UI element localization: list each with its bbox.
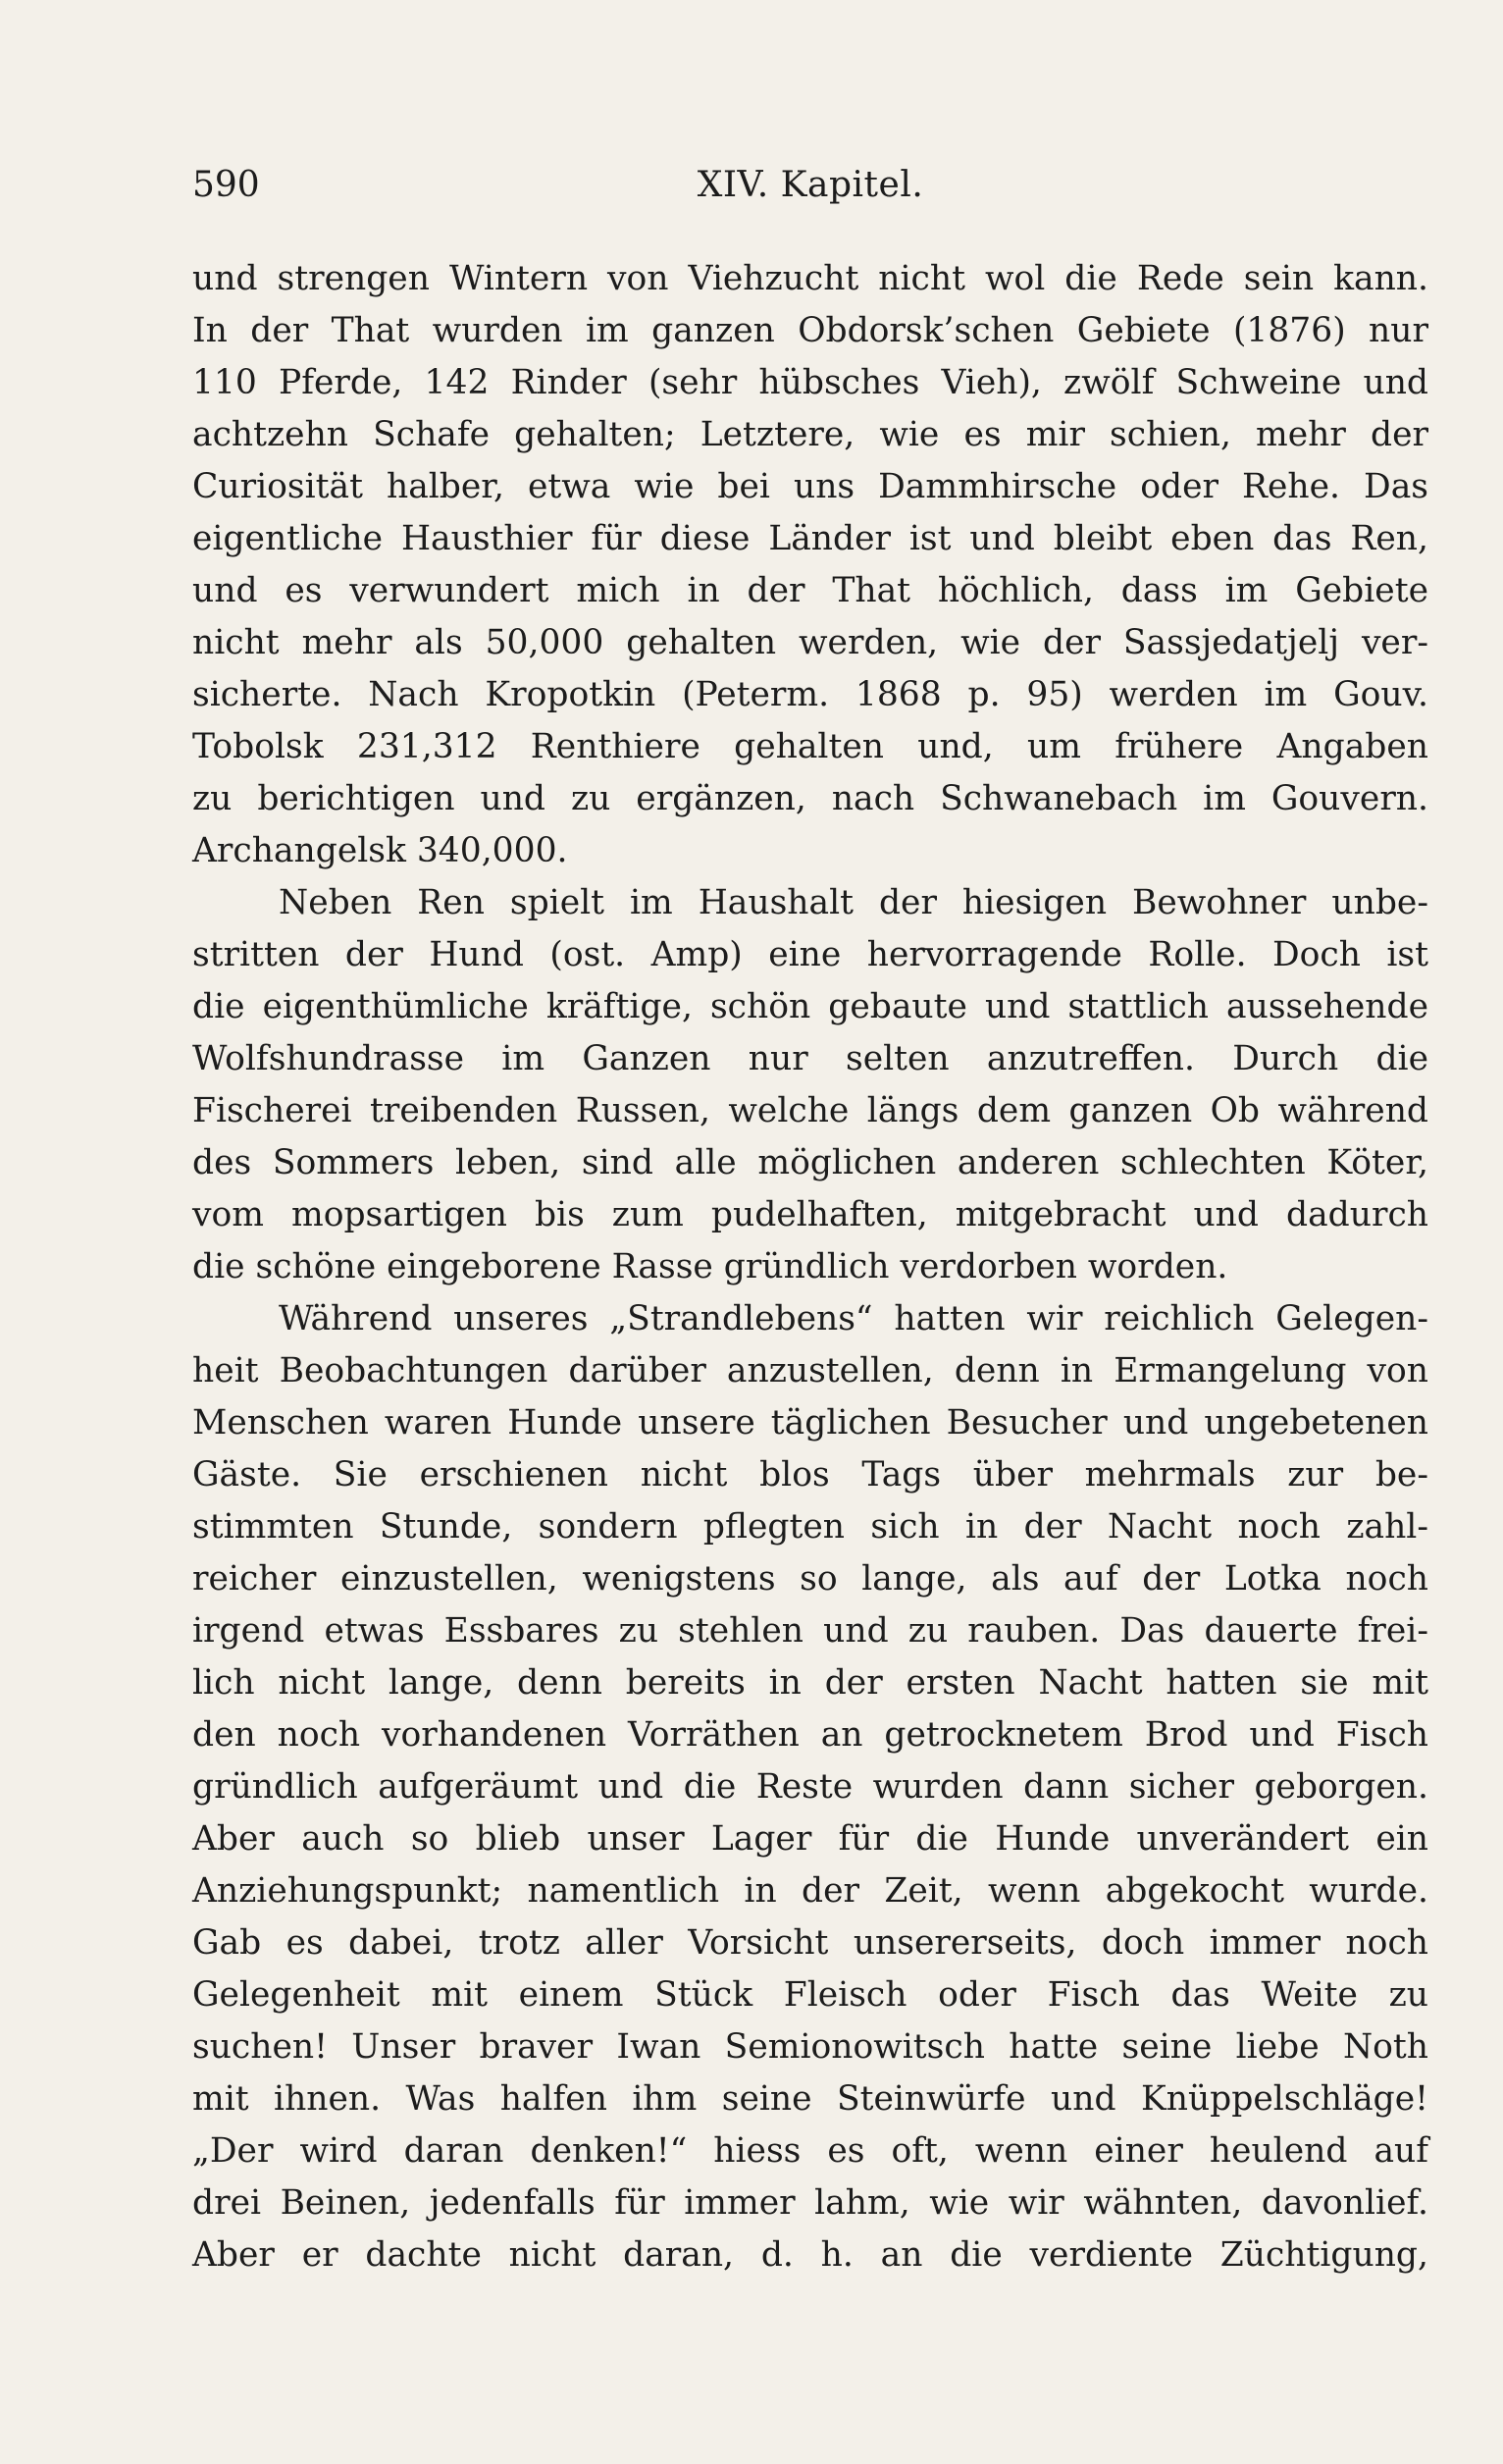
text-line: die schöne eingeborene Rasse gründlich verdorben worden. (192, 1247, 1228, 1286)
text-line: Fischerei treibenden Russen, welche längs dem ganzen Ob während (192, 1091, 1428, 1130)
text-line: drei Beinen, jedenfalls für immer lahm, wie wir wähnten, davonlief. (192, 2183, 1428, 2223)
text-line: nicht mehr als 50,000 gehalten werden, wie der Sassjedatjelj ver- (192, 623, 1428, 662)
text-line: zu berichtigen und zu ergänzen, nach Schwanebach im Gouvern. (192, 779, 1428, 818)
text-line: eigentliche Hausthier für diese Länder ist und bleibt eben das Ren, (192, 519, 1428, 558)
text-line: Während unseres „Strandlebens“ hatten wir reichlich Gelegen- (279, 1299, 1428, 1338)
text-line: Aber auch so blieb unser Lager für die Hunde unverändert ein (192, 1819, 1428, 1859)
text-line: 110 Pferde, 142 Rinder (sehr hübsches Vieh), zwölf Schweine und (192, 363, 1428, 402)
text-line: stimmten Stunde, sondern pflegten sich in der Nacht noch zahl- (192, 1507, 1428, 1547)
text-line: vom mopsartigen bis zum pudelhaften, mitgebracht und dadurch (192, 1195, 1428, 1234)
text-line: und es verwundert mich in der That höchlich, dass im Gebiete (192, 571, 1428, 610)
text-line: stritten der Hund (ost. Amp) eine hervorragende Rolle. Doch ist (192, 935, 1428, 974)
text-line: den noch vorhandenen Vorräthen an getrocknetem Brod und Fisch (192, 1715, 1428, 1755)
text-line: „Der wird daran denken!“ hiess es oft, wenn einer heulend auf (192, 2131, 1428, 2171)
text-line: heit Beobachtungen darüber anzustellen, denn in Ermangelung von (192, 1351, 1428, 1390)
text-line: lich nicht lange, denn bereits in der ersten Nacht hatten sie mit (192, 1663, 1428, 1703)
text-line: Anziehungspunkt; namentlich in der Zeit, wenn abgekocht wurde. (192, 1871, 1428, 1911)
page-number: 590 (192, 165, 260, 205)
text-line: Gäste. Sie erschienen nicht blos Tags über mehrmals zur be- (192, 1455, 1428, 1494)
text-line: gründlich aufgeräumt und die Reste wurden dann sicher geborgen. (192, 1767, 1428, 1807)
text-line: suchen! Unser braver Iwan Semionowitsch hatte seine liebe Noth (192, 2027, 1428, 2067)
text-line: sicherte. Nach Kropotkin (Peterm. 1868 p. 95) werden im Gouv. (192, 675, 1428, 714)
running-title: XIV. Kapitel. (697, 165, 924, 205)
text-line: Tobolsk 231,312 Renthiere gehalten und, um frühere Angaben (192, 727, 1428, 766)
text-line: Curiosität halber, etwa wie bei uns Dammhirsche oder Rehe. Das (192, 467, 1428, 506)
text-line: Gab es dabei, trotz aller Vorsicht unsererseits, doch immer noch (192, 1923, 1428, 1963)
text-line: reicher einzustellen, wenigstens so lange, als auf der Lotka noch (192, 1559, 1428, 1599)
text-line: Neben Ren spielt im Haushalt der hiesigen Bewohner unbe- (279, 883, 1428, 922)
text-line: Wolfshundrasse im Ganzen nur selten anzutreffen. Durch die (192, 1039, 1428, 1078)
text-line: mit ihnen. Was halfen ihm seine Steinwürfe und Knüppelschläge! (192, 2079, 1428, 2119)
text-line: die eigenthümliche kräftige, schön gebaute und stattlich aussehende (192, 987, 1428, 1026)
text-line: achtzehn Schafe gehalten; Letztere, wie es mir schien, mehr der (192, 415, 1428, 454)
text-line: Gelegenheit mit einem Stück Fleisch oder Fisch das Weite zu (192, 1975, 1428, 2015)
page-header (192, 165, 1428, 214)
text-line: irgend etwas Essbares zu stehlen und zu rauben. Das dauerte frei- (192, 1611, 1428, 1651)
text-line: Menschen waren Hunde unsere täglichen Besucher und ungebetenen (192, 1403, 1428, 1442)
text-line: und strengen Wintern von Viehzucht nicht wol die Rede sein kann. (192, 259, 1428, 298)
text-line: Archangelsk 340,000. (192, 831, 568, 870)
body-text (192, 253, 1428, 2281)
text-line: Aber er dachte nicht daran, d. h. an die verdiente Züchtigung, (192, 2235, 1428, 2275)
text-line: In der That wurden im ganzen Obdorsk’schen Gebiete (1876) nur (192, 311, 1428, 350)
text-line: des Sommers leben, sind alle möglichen anderen schlechten Köter, (192, 1143, 1428, 1182)
